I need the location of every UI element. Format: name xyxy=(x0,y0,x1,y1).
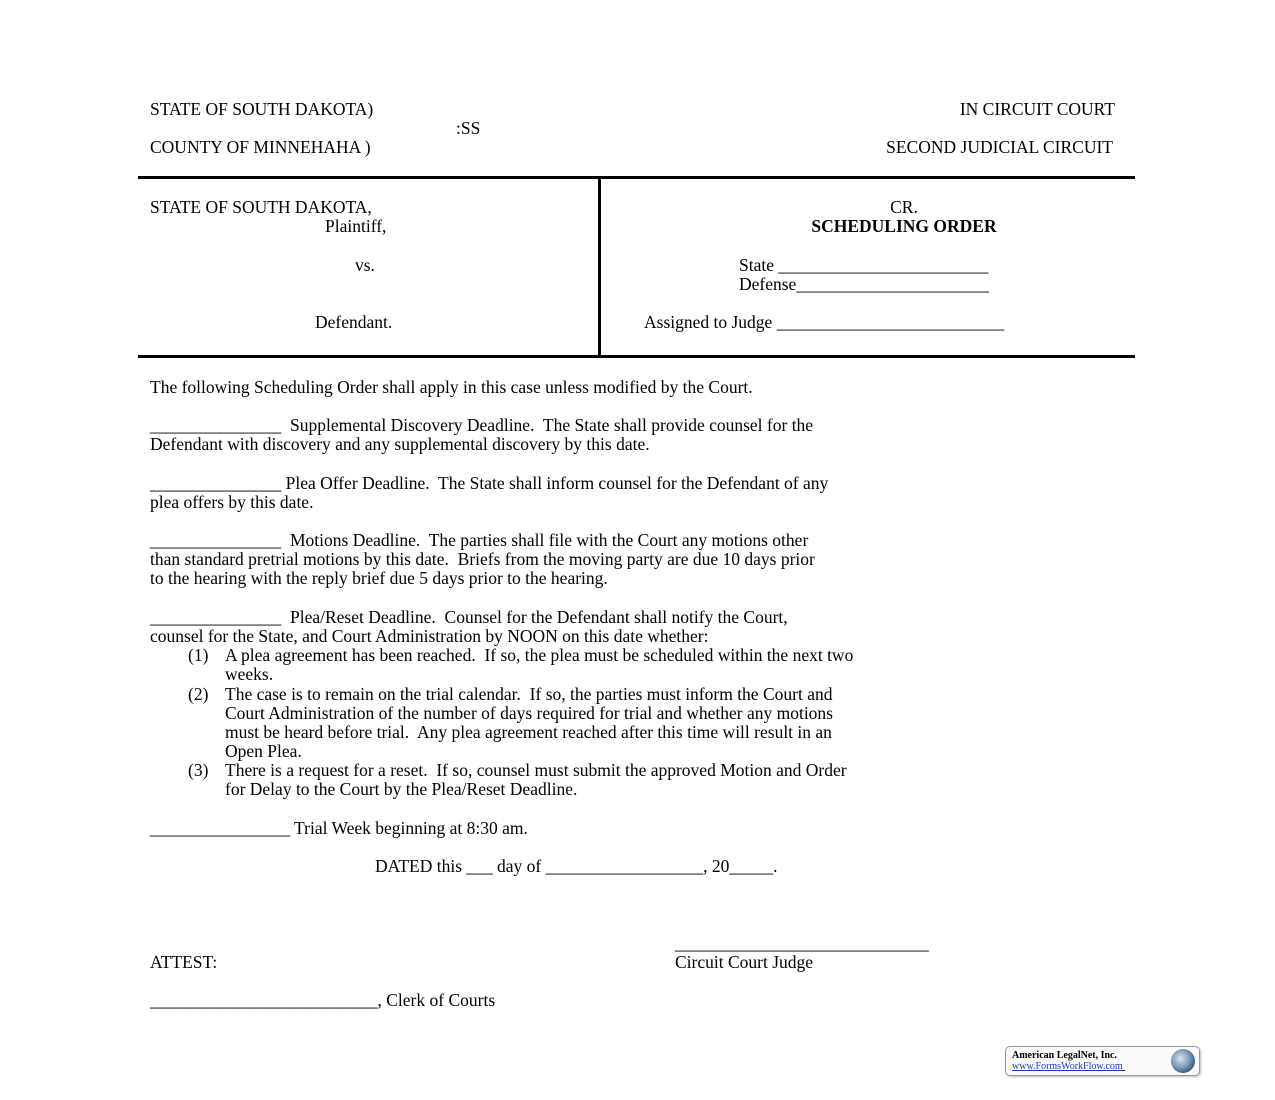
motions-date-blank[interactable]: _______________ xyxy=(150,530,282,550)
judge-signature-label: Circuit Court Judge xyxy=(675,952,814,972)
american-legalnet-badge[interactable] xyxy=(1005,1046,1200,1076)
assigned-judge-field[interactable] xyxy=(644,313,1004,332)
supplemental-discovery-text: Defendant with discovery and any supplemental discovery by this date. xyxy=(150,434,650,454)
dated-line[interactable]: DATED this ___ day of __________________, 20_____. xyxy=(375,856,778,876)
defendant-label: Defendant. xyxy=(315,312,393,332)
option-2-line-3: must be heard before trial. Any plea agreement reached after this time will result in an xyxy=(225,722,832,742)
document-title: SCHEDULING ORDER xyxy=(811,216,997,236)
state-counsel-field[interactable] xyxy=(739,256,988,275)
option-2-number: (2) xyxy=(188,684,209,704)
option-2-line-4: Open Plea. xyxy=(225,741,302,761)
plea-offer-date-blank[interactable]: _______________ xyxy=(150,473,282,493)
plaintiff-name: STATE OF SOUTH DAKOTA, xyxy=(150,197,372,217)
case-box-bottom-rule xyxy=(138,355,1135,358)
attest-label: ATTEST: xyxy=(150,952,218,972)
caption-court: IN CIRCUIT COURT xyxy=(959,99,1115,119)
motions-deadline: _______________ Motions Deadline. The parties shall file with the Court any motions other xyxy=(150,530,809,550)
versus-label: vs. xyxy=(355,255,375,275)
trial-week-line[interactable]: ________________ Trial Week beginning at 8:30 am. xyxy=(150,818,528,838)
state-counsel-blank[interactable]: ________________________ xyxy=(778,255,989,275)
plea-reset-text: counsel for the State, and Court Administration by NOON on this date whether: xyxy=(150,626,709,646)
motions-text-line-3: to the hearing with the reply brief due 5 days prior to the hearing. xyxy=(150,568,608,588)
state-counsel-label: State xyxy=(739,255,774,275)
option-3-number: (3) xyxy=(188,760,209,780)
motions-text-line-2: than standard pretrial motions by this date. Briefs from the moving party are due 10 days prior xyxy=(150,549,815,569)
badge-company-name: American LegalNet, Inc. xyxy=(1012,1050,1117,1061)
defense-counsel-blank[interactable]: ______________________ xyxy=(796,274,989,294)
caption-county: COUNTY OF MINNEHAHA ) xyxy=(150,137,371,157)
option-1-line-2: weeks. xyxy=(225,664,274,684)
option-1-line-1: A plea agreement has been reached. If so, the plea must be scheduled within the next two xyxy=(225,645,854,665)
defense-counsel-field[interactable] xyxy=(739,275,989,294)
option-2-line-1: The case is to remain on the trial calendar. If so, the parties must inform the Court and xyxy=(225,684,833,704)
judge-signature-blank[interactable]: _____________________________ xyxy=(675,933,929,953)
option-1-number: (1) xyxy=(188,645,209,665)
option-3-line-1: There is a request for a reset. If so, counsel must submit the approved Motion and Order xyxy=(225,760,847,780)
plaintiff-label: Plaintiff, xyxy=(325,216,387,236)
badge-url-link[interactable]: www.FormsWorkFlow.com xyxy=(1012,1061,1126,1072)
case-number-field[interactable]: CR. xyxy=(890,197,918,217)
defense-counsel-label: Defense xyxy=(739,274,797,294)
caption-circuit: SECOND JUDICIAL CIRCUIT xyxy=(886,137,1113,157)
clerk-signature-line[interactable]: __________________________, Clerk of Courts xyxy=(150,990,496,1010)
assigned-judge-blank[interactable]: __________________________ xyxy=(776,312,1005,332)
option-2-line-2: Court Administration of the number of days required for trial and whether any motions xyxy=(225,703,833,723)
case-box-divider xyxy=(598,176,601,358)
plea-reset-date-blank[interactable]: _______________ xyxy=(150,607,282,627)
globe-logo-icon xyxy=(1171,1049,1195,1073)
assigned-judge-label: Assigned to Judge xyxy=(644,312,773,332)
plea-reset-deadline: _______________ Plea/Reset Deadline. Counsel for the Defendant shall notify the Court, xyxy=(150,607,788,627)
supplemental-discovery-date-blank[interactable]: _______________ xyxy=(150,415,282,435)
caption-state: STATE OF SOUTH DAKOTA) xyxy=(150,99,374,119)
case-box-top-rule xyxy=(138,176,1135,179)
supplemental-discovery-deadline: _______________ Supplemental Discovery Deadline. The State shall provide counsel for the xyxy=(150,415,814,435)
plea-offer-text: plea offers by this date. xyxy=(150,492,314,512)
option-3-line-2: for Delay to the Court by the Plea/Reset Deadline. xyxy=(225,779,578,799)
caption-ss: :SS xyxy=(456,118,481,138)
plea-offer-deadline: _______________ Plea Offer Deadline. The State shall inform counsel for the Defendant of any xyxy=(150,473,829,493)
intro-paragraph: The following Scheduling Order shall apply in this case unless modified by the Court. xyxy=(150,377,753,397)
